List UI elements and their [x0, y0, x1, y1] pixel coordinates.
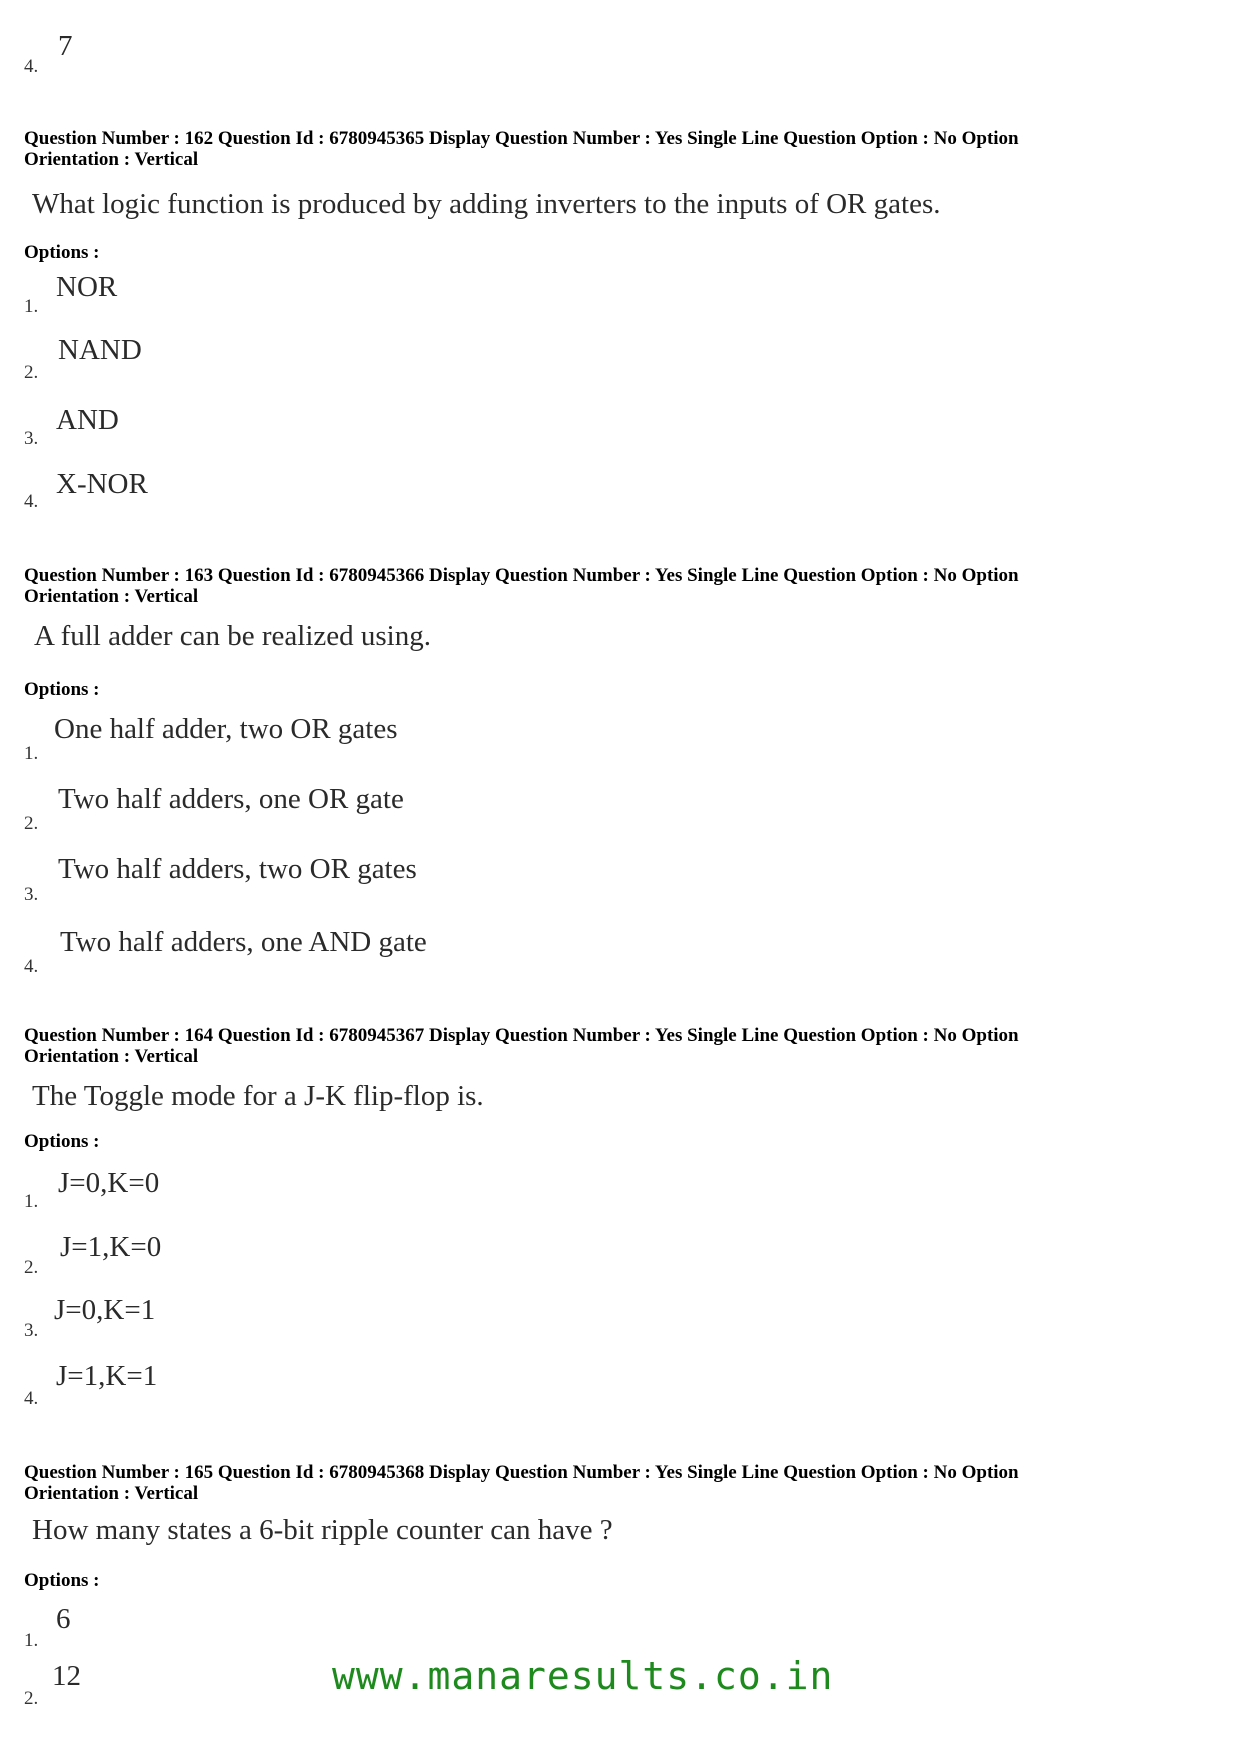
question-meta-line2: Orientation : Vertical: [24, 1046, 199, 1067]
option-number: 1.: [24, 1630, 39, 1651]
option-text: AND: [56, 404, 119, 436]
option-text: NAND: [58, 334, 142, 366]
option-text: 12: [52, 1660, 81, 1692]
question-meta-line1: Question Number : 165 Question Id : 6780945368 Display Question Number : Yes Single Line Question Option : No Option: [24, 1462, 1019, 1483]
question-meta-line2: Orientation : Vertical: [24, 1483, 199, 1504]
options-label: Options :: [24, 679, 100, 700]
question-meta: [24, 1025, 1224, 1067]
option-text: Two half adders, one AND gate: [60, 926, 427, 958]
question-meta: [24, 1462, 1224, 1504]
option-number: 2.: [24, 813, 39, 834]
option-number: 3.: [24, 428, 39, 449]
question-meta-line2: Orientation : Vertical: [24, 149, 199, 170]
options-label: Options :: [24, 242, 100, 263]
option-text: X-NOR: [56, 468, 148, 500]
option-text: J=0,K=0: [58, 1167, 160, 1199]
option-text: J=1,K=1: [56, 1360, 158, 1392]
option-number: 1.: [24, 743, 39, 764]
option-text: J=0,K=1: [54, 1294, 156, 1326]
option-text: Two half adders, two OR gates: [58, 853, 417, 885]
option-number: 4.: [24, 1388, 39, 1409]
question-text: The Toggle mode for a J-K flip-flop is.: [32, 1080, 484, 1112]
option-text: NOR: [56, 271, 118, 303]
question-text: What logic function is produced by adding inverters to the inputs of OR gates.: [32, 188, 941, 220]
option-text: 6: [56, 1603, 71, 1635]
option-number: 3.: [24, 1320, 39, 1341]
option-text: Two half adders, one OR gate: [58, 783, 404, 815]
option-number: 4.: [24, 491, 39, 512]
question-meta-line1: Question Number : 163 Question Id : 6780945366 Display Question Number : Yes Single Line Question Option : No Option: [24, 565, 1019, 586]
question-meta-line1: Question Number : 164 Question Id : 6780945367 Display Question Number : Yes Single Line Question Option : No Option: [24, 1025, 1019, 1046]
option-number: 1.: [24, 296, 39, 317]
question-text: How many states a 6-bit ripple counter can have ?: [32, 1514, 613, 1546]
option-text: 7: [58, 30, 73, 62]
option-number: 4.: [24, 956, 39, 977]
question-meta-line1: Question Number : 162 Question Id : 6780945365 Display Question Number : Yes Single Line Question Option : No Option: [24, 128, 1019, 149]
option-text: J=1,K=0: [60, 1231, 162, 1263]
website-url: www.manaresults.co.in: [332, 1654, 834, 1698]
question-meta: [24, 128, 1224, 170]
option-number: 4.: [24, 56, 39, 77]
option-number: 1.: [24, 1191, 39, 1212]
options-label: Options :: [24, 1570, 100, 1591]
option-number: 3.: [24, 884, 39, 905]
question-text: A full adder can be realized using.: [34, 620, 431, 652]
option-text: One half adder, two OR gates: [54, 713, 398, 745]
option-number: 2.: [24, 1688, 39, 1709]
option-number: 2.: [24, 1257, 39, 1278]
option-number: 2.: [24, 362, 39, 383]
question-meta-line2: Orientation : Vertical: [24, 586, 199, 607]
options-label: Options :: [24, 1131, 100, 1152]
question-meta: [24, 565, 1224, 607]
